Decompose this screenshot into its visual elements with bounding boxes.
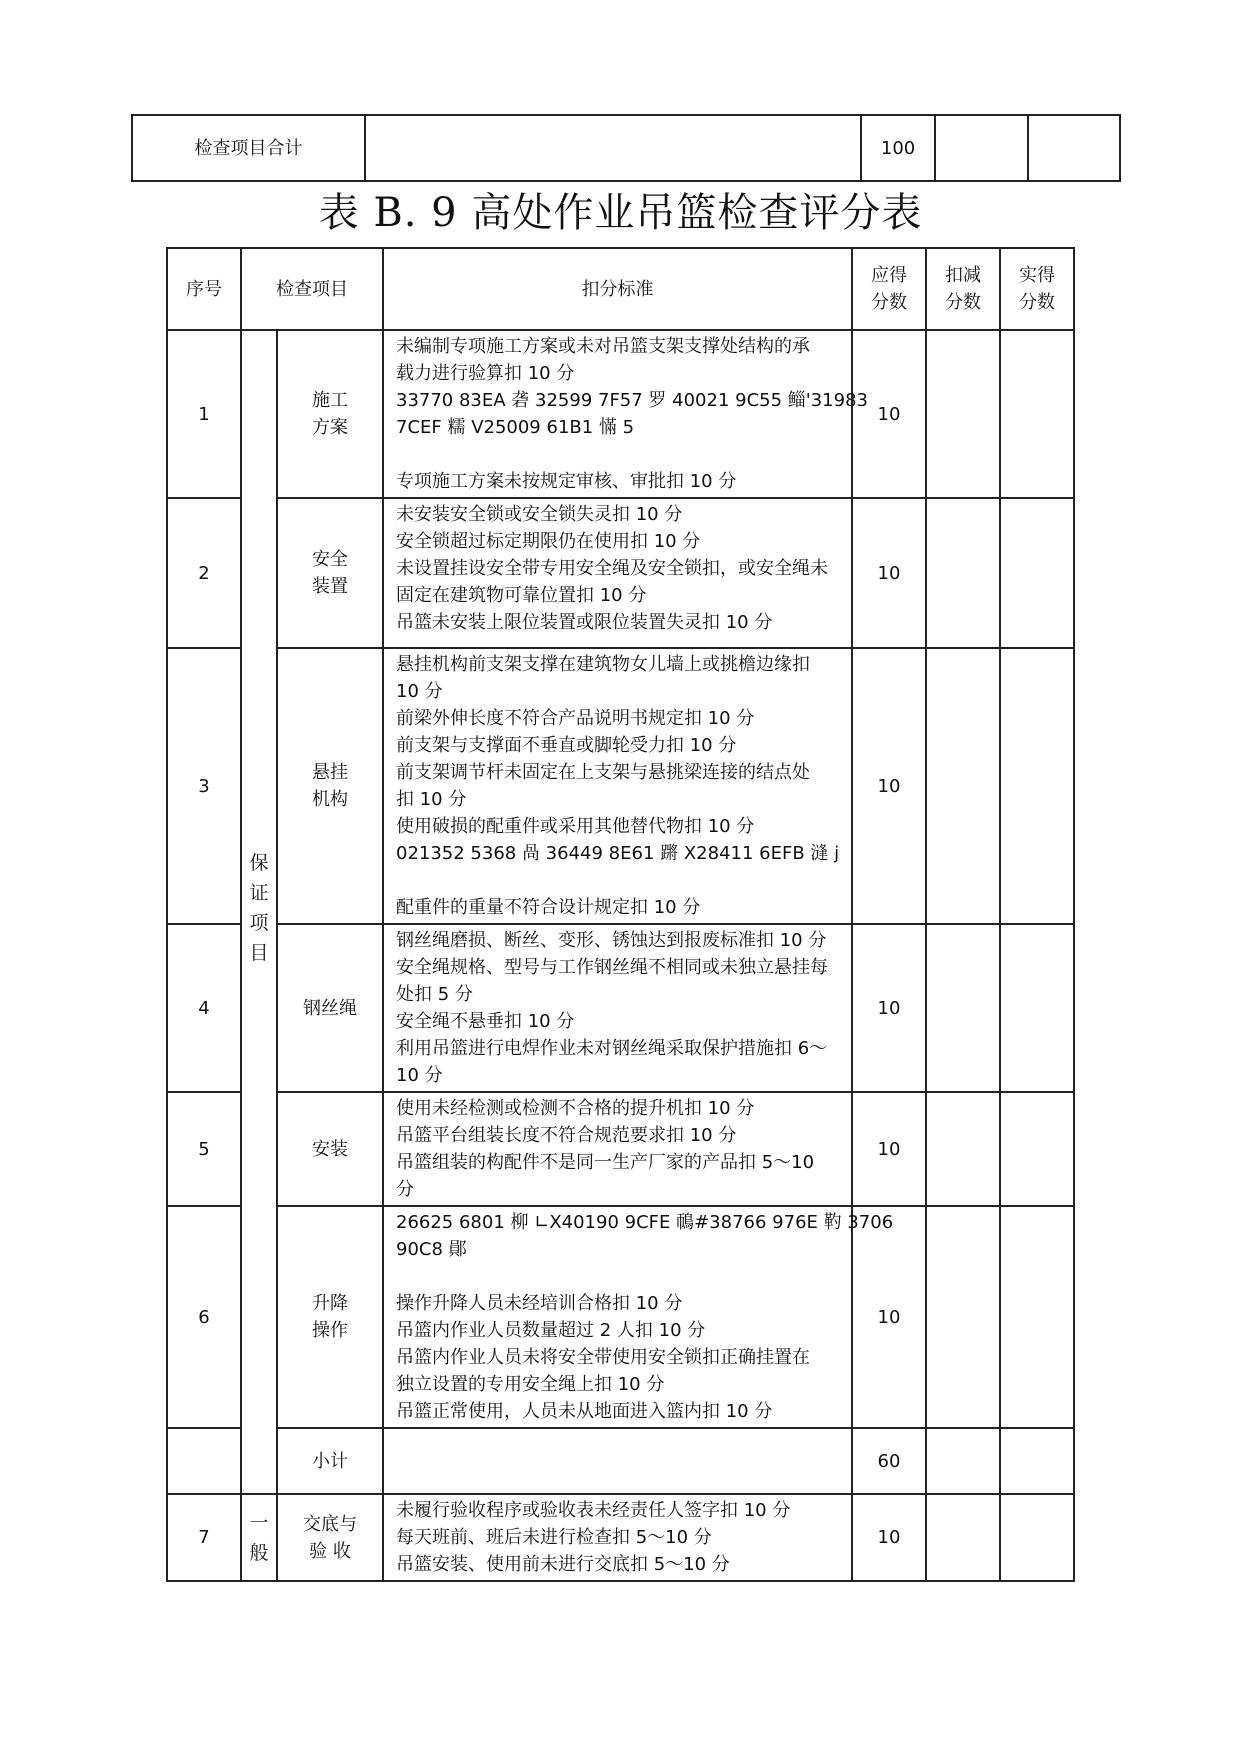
row-deduct-cell (926, 1092, 1000, 1206)
row-actual-cell (1000, 1494, 1074, 1581)
row-standard: 悬挂机构前支架支撑在建筑物女儿墙上或挑檐边缘扣 10 分 前梁外伸长度不符合产品说明书规定扣 10 分 前支架与支撑面不垂直或脚轮受力扣 10 分 前支架调节杆未固定在上支架与悬挑梁连接的结点处 扣 10 分 使用破损的配重件或采用其他替代物扣 10 分 021352 5368 咼 36449 8E61 蹡 X28411 6EFB 漨 j 配重件的重量不符合设计规定扣 10 分 (383, 648, 852, 924)
row-actual-cell (1000, 924, 1074, 1092)
row-item: 安全 装置 (277, 498, 383, 648)
inspection-score-table (166, 247, 1075, 1582)
row-seq: 2 (167, 498, 241, 648)
row-score: 10 (852, 648, 926, 924)
row-actual-cell (1000, 1206, 1074, 1428)
subtotal-seq-cell (167, 1428, 241, 1494)
subtotal-label: 小计 (277, 1428, 383, 1494)
row-deduct-cell (926, 330, 1000, 498)
header-due-score: 应得 分数 (852, 248, 926, 330)
row-standard: 26625 6801 柳 ∟X40190 9CFE 鳾#38766 976E 靮 3706 90C8 鄖 操作升降人员未经培训合格扣 10 分 吊篮内作业人员数量超过 2 人扣 10 分 吊篮内作业人员未将安全带使用安全锁扣正确挂置在 独立设置的专用安全绳上扣 10 分 吊篮正常使用，人员未从地面进入篮内扣 10 分 (383, 1206, 852, 1428)
row-actual-cell (1000, 1092, 1074, 1206)
row-deduct-cell (926, 648, 1000, 924)
header-row (167, 248, 1074, 330)
header-seq: 序号 (167, 248, 241, 330)
row-seq: 6 (167, 1206, 241, 1428)
row-seq: 7 (167, 1494, 241, 1581)
total-deduct-cell (935, 115, 1027, 181)
subtotal-standard-cell (383, 1428, 852, 1494)
row-actual-cell (1000, 498, 1074, 648)
table-row (167, 498, 1074, 648)
subtotal-deduct-cell (926, 1428, 1000, 1494)
category-general: 一 般 (241, 1494, 277, 1581)
table-row (167, 330, 1074, 498)
previous-table-total (131, 114, 1121, 182)
row-seq: 3 (167, 648, 241, 924)
table-row (167, 924, 1074, 1092)
category-guarantee: 保 证 项 目 (241, 330, 277, 1494)
row-standard: 钢丝绳磨损、断丝、变形、锈蚀达到报废标准扣 10 分 安全绳规格、型号与工作钢丝绳不相同或未独立悬挂每 处扣 5 分 安全绳不悬垂扣 10 分 利用吊篮进行电焊作业未对钢丝绳采取保护措施扣 6～ 10 分 (383, 924, 852, 1092)
total-score: 100 (861, 115, 935, 181)
subtotal-actual-cell (1000, 1428, 1074, 1494)
header-item: 检查项目 (241, 248, 383, 330)
table-row (167, 1092, 1074, 1206)
row-actual-cell (1000, 648, 1074, 924)
total-label: 检查项目合计 (132, 115, 365, 181)
row-score: 10 (852, 1494, 926, 1581)
row-standard: 使用未经检测或检测不合格的提升机扣 10 分 吊篮平台组装长度不符合规范要求扣 10 分 吊篮组装的构配件不是同一生产厂家的产品扣 5～10 分 (383, 1092, 852, 1206)
row-standard: 未编制专项施工方案或未对吊篮支架支撑处结构的承 载力进行验算扣 10 分 33770 83EA 砻 32599 7F57 罗 40021 9C55 鲻'31983 7CEF 糯 V25009 61B1 慲 5 专项施工方案未按规定审核、审批扣 10 分 (383, 330, 852, 498)
row-actual-cell (1000, 330, 1074, 498)
row-score: 10 (852, 1206, 926, 1428)
row-item: 安装 (277, 1092, 383, 1206)
row-item: 钢丝绳 (277, 924, 383, 1092)
row-deduct-cell (926, 1206, 1000, 1428)
total-standard-cell (365, 115, 861, 181)
row-standard: 未履行验收程序或验收表未经责任人签字扣 10 分 每天班前、班后未进行检查扣 5～10 分 吊篮安装、使用前未进行交底扣 5～10 分 (383, 1494, 852, 1581)
table-row (167, 1494, 1074, 1581)
row-score: 10 (852, 924, 926, 1092)
subtotal-row (167, 1428, 1074, 1494)
header-actual-score: 实得 分数 (1000, 248, 1074, 330)
subtotal-score: 60 (852, 1428, 926, 1494)
row-item: 悬挂 机构 (277, 648, 383, 924)
header-standard: 扣分标准 (383, 248, 852, 330)
row-score: 10 (852, 330, 926, 498)
row-seq: 5 (167, 1092, 241, 1206)
row-item: 升降 操作 (277, 1206, 383, 1428)
row-deduct-cell (926, 924, 1000, 1092)
row-score: 10 (852, 498, 926, 648)
row-standard: 未安装安全锁或安全锁失灵扣 10 分 安全锁超过标定期限仍在使用扣 10 分 未设置挂设安全带专用安全绳及安全锁扣，或安全绳未 固定在建筑物可靠位置扣 10 分 吊篮未安装上限位装置或限位装置失灵扣 10 分 (383, 498, 852, 648)
page-title: 表 B. 9 高处作业吊篮检查评分表 (318, 190, 923, 236)
total-actual-cell (1028, 115, 1120, 181)
row-item: 交底与 验 收 (277, 1494, 383, 1581)
row-seq: 4 (167, 924, 241, 1092)
table-row (167, 1206, 1074, 1428)
row-seq: 1 (167, 330, 241, 498)
table-row (167, 648, 1074, 924)
row-item: 施工 方案 (277, 330, 383, 498)
row-deduct-cell (926, 498, 1000, 648)
row-score: 10 (852, 1092, 926, 1206)
row-deduct-cell (926, 1494, 1000, 1581)
header-deduct-score: 扣减 分数 (926, 248, 1000, 330)
